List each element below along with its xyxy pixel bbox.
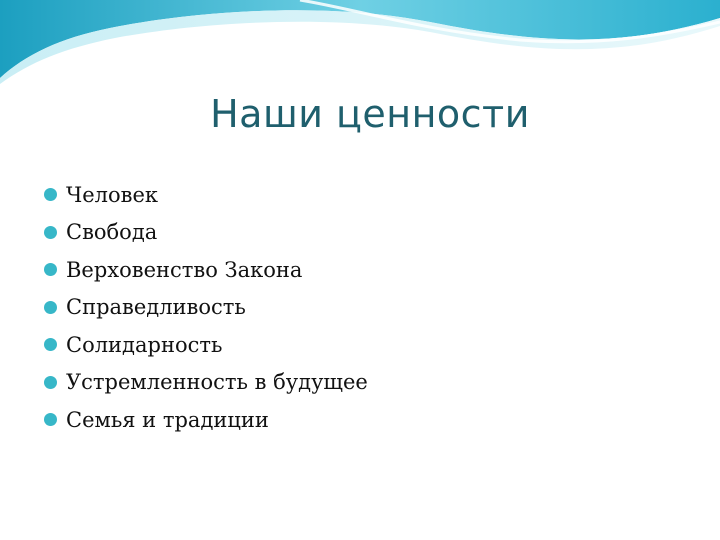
list-item-text: Свобода xyxy=(66,220,158,245)
list-item xyxy=(44,214,368,252)
list-item xyxy=(44,364,368,402)
list-item xyxy=(44,176,368,214)
bullet-marker-icon xyxy=(44,413,57,426)
bullet-marker-icon xyxy=(44,188,57,201)
bullet-marker-icon xyxy=(44,338,57,351)
slide-title: Наши ценности xyxy=(210,92,530,136)
list-item xyxy=(44,326,368,364)
list-item xyxy=(44,251,368,289)
list-item-text: Человек xyxy=(66,182,159,207)
list-item-text: Солидарность xyxy=(66,332,223,357)
list-item-text: Устремленность в будущее xyxy=(66,370,368,395)
bullet-marker-icon xyxy=(44,226,57,239)
list-item xyxy=(44,289,368,327)
list-item xyxy=(44,401,368,439)
list-item-text: Справедливость xyxy=(66,295,246,320)
list-item-text: Семья и традиции xyxy=(66,407,269,432)
values-list xyxy=(44,176,368,439)
bullet-marker-icon xyxy=(44,376,57,389)
bullet-marker-icon xyxy=(44,301,57,314)
list-item-text: Верховенство Закона xyxy=(66,257,303,282)
header-wave-decoration xyxy=(0,0,720,90)
bullet-marker-icon xyxy=(44,263,57,276)
